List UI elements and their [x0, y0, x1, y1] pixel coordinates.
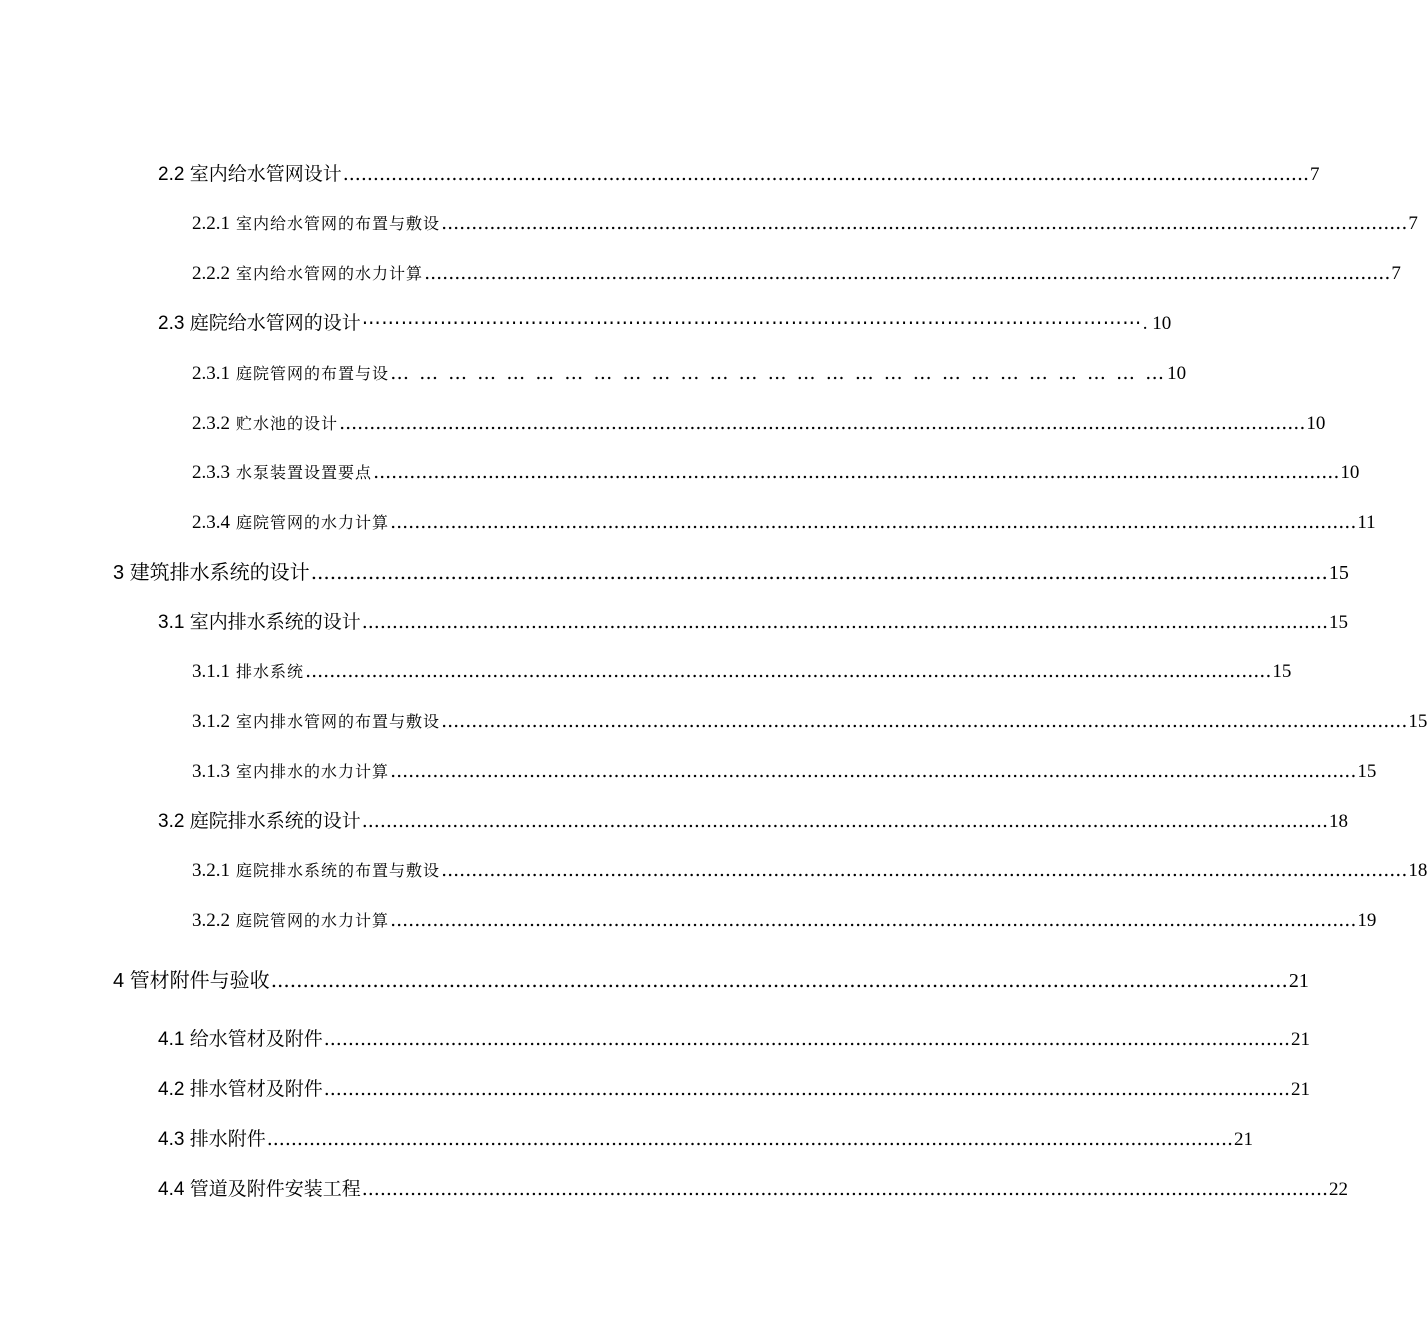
dot-leader: ................................................................................................................................................................: [266, 1128, 1234, 1150]
dot-leader: ................................................................................................................................................................: [361, 611, 1329, 633]
toc-entry-3-1[interactable]: [158, 608, 1349, 636]
dot-leader: ⋯⋯⋯⋯⋯⋯⋯⋯⋯⋯⋯⋯⋯⋯⋯⋯⋯⋯⋯⋯⋯⋯⋯⋯⋯⋯⋯⋯⋯⋯⋯⋯⋯⋯⋯⋯⋯⋯⋯⋯: [361, 312, 1142, 334]
section-number: 2.2.2: [192, 263, 230, 284]
toc-entry-3-2-1[interactable]: [192, 856, 1427, 884]
section-title: 室内给水管网的水力计算: [236, 264, 424, 283]
dot-leader: ................................................................................................................................................................: [305, 660, 1272, 682]
page-number: 21: [1291, 1029, 1311, 1050]
page-number: 21: [1234, 1129, 1254, 1150]
section-number: 4.3: [158, 1129, 185, 1150]
toc-entry-2-3-1[interactable]: [192, 359, 1187, 387]
toc-entry-2-2-1[interactable]: [192, 209, 1418, 237]
dot-leader: ................................................................................................................................................................: [310, 560, 1328, 584]
section-title: 排水附件: [189, 1129, 266, 1150]
section-title: 庭院排水系统的设计: [189, 811, 361, 832]
section-number: 3.2: [158, 811, 185, 832]
section-title: 贮水池的设计: [236, 414, 339, 433]
section-title: 庭院给水管网的设计: [189, 313, 361, 334]
section-number: 3.2.1: [192, 860, 230, 881]
page-number: 10: [1306, 413, 1326, 434]
toc-entry-2-3-2[interactable]: [192, 409, 1326, 437]
toc-entry-3-2[interactable]: [158, 807, 1349, 835]
page-number: 22: [1329, 1179, 1349, 1200]
page-number: 18: [1408, 860, 1427, 881]
section-number: 4: [113, 970, 125, 992]
toc-entry-3-1-3[interactable]: [192, 757, 1377, 785]
section-title: 庭院管网的水力计算: [236, 513, 390, 532]
section-title: 庭院排水系统的布置与敷设: [236, 861, 441, 880]
page-number: 7: [1408, 213, 1418, 234]
section-number: 2.2.1: [192, 213, 230, 234]
dot-leader: ................................................................................................................................................................: [323, 1078, 1291, 1100]
toc-entry-4-2[interactable]: [158, 1075, 1311, 1103]
page-number: 21: [1291, 1079, 1311, 1100]
section-number: 4.4: [158, 1179, 185, 1200]
dot-leader: ................................................................................................................................................................: [441, 859, 1408, 881]
section-number: 3.1.3: [192, 761, 230, 782]
section-title: 庭院管网的布置与设: [236, 364, 390, 383]
dot-leader: ................................................................................................................................................................: [270, 968, 1288, 992]
dot-leader: … … … … … … … … … … … … … … … … … … … … … … … … … … …: [390, 362, 1167, 384]
section-number: 4.2: [158, 1079, 185, 1100]
section-number: 2.3.2: [192, 413, 230, 434]
section-number: 3.2.2: [192, 910, 230, 931]
section-number: 4.1: [158, 1029, 185, 1050]
toc-entry-2-2-2[interactable]: [192, 259, 1401, 287]
dot-leader: ................................................................................................................................................................: [390, 760, 1357, 782]
page-number: 11: [1357, 512, 1376, 533]
dot-leader: ................................................................................................................................................................: [342, 163, 1310, 185]
dot-leader: ................................................................................................................................................................: [361, 1178, 1329, 1200]
page-number: 15: [1329, 612, 1349, 633]
section-title: 排水管材及附件: [189, 1079, 323, 1100]
page-number: 15: [1328, 562, 1349, 584]
page-number: 19: [1357, 910, 1377, 931]
dot-leader: ................................................................................................................................................................: [441, 710, 1408, 732]
section-number: 2.3: [158, 313, 185, 334]
section-number: 2.3.3: [192, 462, 230, 483]
section-title: 室内排水系统的设计: [189, 612, 361, 633]
section-title: 水泵装置设置要点: [236, 463, 373, 482]
toc-entry-3-2-2[interactable]: [192, 906, 1377, 934]
dot-leader: ................................................................................................................................................................: [424, 262, 1391, 284]
section-title: 管材附件与验收: [129, 970, 270, 992]
toc-entry-4[interactable]: [113, 966, 1309, 994]
dot-leader: ................................................................................................................................................................: [441, 212, 1408, 234]
page-number: 21: [1288, 970, 1309, 992]
dot-leader: ................................................................................................................................................................: [339, 412, 1306, 434]
toc-entry-2-3-3[interactable]: [192, 458, 1360, 486]
section-number: 3.1.1: [192, 661, 230, 682]
section-number: 2.2: [158, 164, 185, 185]
section-title: 庭院管网的水力计算: [236, 911, 390, 930]
page-number: 10: [1340, 462, 1360, 483]
page-number: 7: [1391, 263, 1401, 284]
section-title: 排水系统: [236, 662, 305, 681]
toc-entry-4-1[interactable]: [158, 1025, 1311, 1053]
dot-leader: ................................................................................................................................................................: [361, 810, 1329, 832]
page-number: . 10: [1142, 313, 1172, 334]
dot-leader: ................................................................................................................................................................: [390, 909, 1357, 931]
dot-leader: ................................................................................................................................................................: [373, 461, 1340, 483]
section-number: 3: [113, 562, 125, 584]
section-number: 3.1: [158, 612, 185, 633]
section-title: 给水管材及附件: [189, 1029, 323, 1050]
section-title: 室内排水的水力计算: [236, 762, 390, 781]
toc-entry-2-3-4[interactable]: [192, 508, 1376, 536]
section-number: 2.3.4: [192, 512, 230, 533]
page-number: 18: [1329, 811, 1349, 832]
section-number: 3.1.2: [192, 711, 230, 732]
page-number: 7: [1310, 164, 1320, 185]
section-title: 室内排水管网的布置与敷设: [236, 712, 441, 731]
section-number: 2.3.1: [192, 363, 230, 384]
dot-leader: ................................................................................................................................................................: [323, 1028, 1291, 1050]
toc-entry-2-2[interactable]: [158, 160, 1320, 188]
dot-leader: ................................................................................................................................................................: [390, 511, 1357, 533]
page-number: 15: [1272, 661, 1292, 682]
toc-entry-3[interactable]: [113, 558, 1349, 586]
section-title: 室内给水管网的布置与敷设: [236, 214, 441, 233]
toc-entry-3-1-2[interactable]: [192, 707, 1427, 735]
toc-entry-3-1-1[interactable]: [192, 657, 1292, 685]
toc-entry-4-3[interactable]: [158, 1125, 1254, 1153]
page-number: 15: [1408, 711, 1427, 732]
section-title: 管道及附件安装工程: [189, 1179, 361, 1200]
section-title: 室内给水管网设计: [189, 164, 342, 185]
section-title: 建筑排水系统的设计: [129, 562, 310, 584]
page-number: 10: [1167, 363, 1187, 384]
page-number: 15: [1357, 761, 1377, 782]
toc-entry-2-3[interactable]: [158, 309, 1172, 337]
toc-entry-4-4[interactable]: [158, 1175, 1349, 1203]
